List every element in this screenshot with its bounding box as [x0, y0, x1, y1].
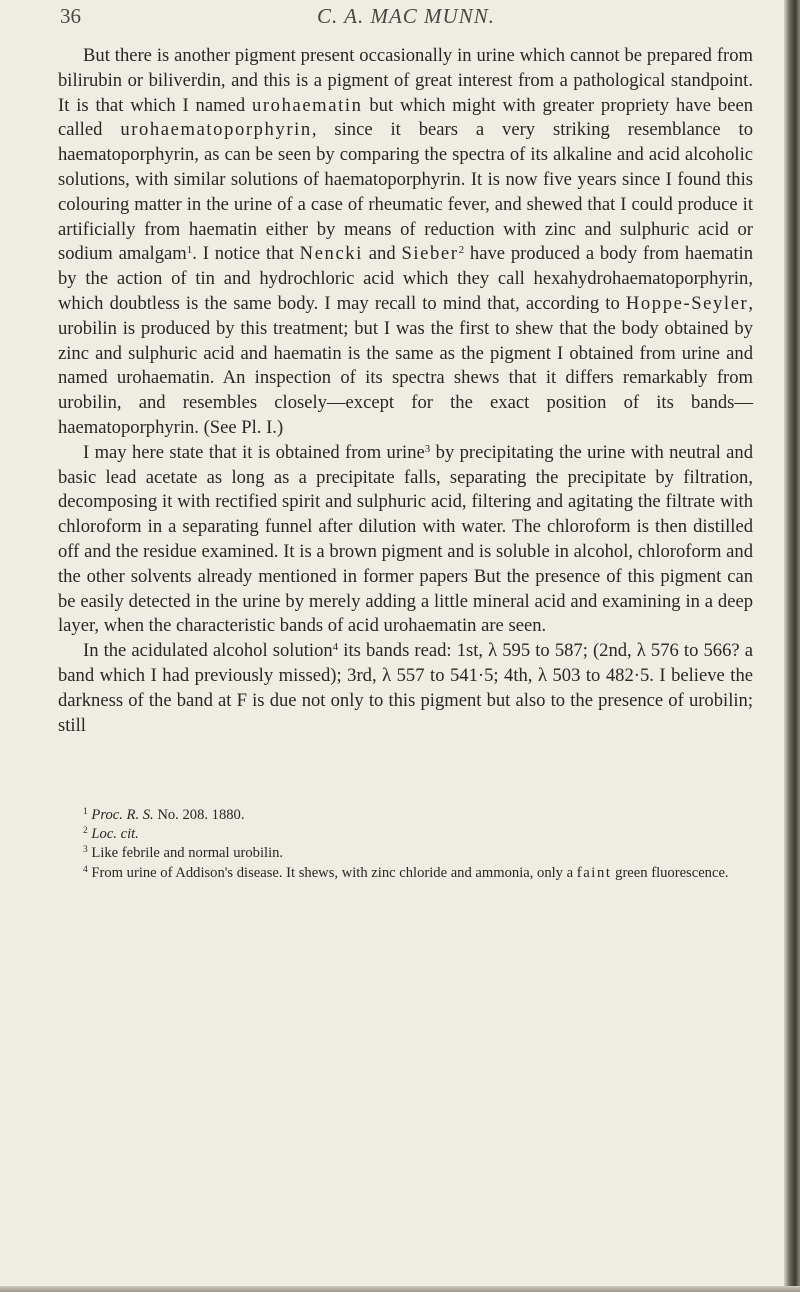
- text-run: No. 208. 1880.: [153, 807, 245, 823]
- text-run: Hoppe-Seyler: [625, 292, 749, 314]
- footnote-marker: 2: [458, 244, 465, 257]
- text-run: Like febrile and normal urobilin.: [87, 845, 284, 862]
- text-run: Sieber: [401, 243, 459, 265]
- text-run: urohaematoporphyrin: [120, 119, 312, 141]
- paragraph: [58, 44, 753, 441]
- text-run: by precipitating the urine with neutral and basic lead acetate as long as a precipitate falls, separating the precipitate by filtration, decomposing it with rectified spirit and sulphuric acid, filtering and agitating the filtrate with chloroform in a separating funnel after dilution with water. The chloroform is then distilled off and the residue examined. It is a brown pigment and is soluble in alcohol, chloroform and the other solvents already mentioned in former papers But the presence of this pigment can be easily detected in the urine by merely adding a little mineral acid and examining in a deep layer, when the characteristic bands of acid urohaematin are seen.: [58, 441, 753, 637]
- text-run: , since it bears a very striking resemblance to haematoporphyrin, as can be seen by comparing the spectra of its alkaline and acid alcoholic solutions, with similar solutions of haematoporphyrin. It is now five years since I found this colouring matter in the urine of a case of rheumatic fever, and shewed that I could produce it artificially from haematin either by means of reduction with zinc and sulphuric acid or sodium amalgam: [58, 119, 753, 265]
- footnote: [58, 806, 753, 825]
- text-run: Proc. R. S.: [91, 807, 154, 823]
- footnote-marker: 3: [424, 442, 431, 455]
- footnote-marker: 1: [83, 807, 88, 817]
- page-bottom-edge: [0, 1286, 800, 1292]
- footnote: [58, 864, 753, 883]
- paragraph: [58, 441, 753, 639]
- text-run: faint: [576, 864, 612, 881]
- body-text: [58, 44, 753, 738]
- footnote-marker: 1: [186, 244, 193, 257]
- footnote-marker: 3: [83, 845, 88, 856]
- text-run: I may here state that it is obtained from urine: [83, 441, 425, 463]
- text-run: From urine of Addison's disease. It shews, with zinc chloride and ammonia, only a: [87, 864, 577, 881]
- text-run: and: [362, 243, 402, 265]
- footnote: [58, 825, 753, 844]
- running-head: C. A. MAC MUNN.: [317, 4, 495, 28]
- text-run: urohaematin: [251, 94, 363, 116]
- footnote-marker: 4: [83, 864, 88, 875]
- text-run: Nencki: [299, 243, 363, 265]
- text-run: , urobilin is produced by this treatment; but I was the first to shew that the body obtained by zinc and sulphuric acid and haematin is the same as the pigment I obtained from urine and named urohaematin. An inspection of its spectra shews that it differs remarkably from urobilin, and resembles closely—except for the exact position of its bands—haematoporphyrin. (See Pl. I.): [58, 292, 753, 438]
- paragraph: [58, 639, 753, 738]
- footnote: [58, 844, 753, 863]
- text-run: but which might with greater propriety have been called: [58, 94, 753, 141]
- page-edge-shadow: [784, 0, 800, 1292]
- footnotes: [58, 806, 753, 883]
- text-run: Loc. cit.: [91, 826, 139, 843]
- footnote-marker: 4: [332, 641, 339, 654]
- text-run: But there is another pigment present occasionally in urine which cannot be prepared from bilirubin or biliverdin, and this is a pigment of great interest from a pathological standpoint. It is that which I named: [58, 45, 753, 116]
- text-run: In the acidulated alcohol solution: [83, 640, 333, 662]
- page-header: [60, 4, 752, 38]
- text-run: . I notice that: [192, 243, 300, 265]
- footnote-marker: 2: [83, 826, 88, 837]
- text-run: green fluorescence.: [611, 864, 729, 881]
- text-run: have produced a body from haematin by the action of tin and hydrochloric acid which they call hexahydrohaematoporphyrin, which doubtless is the same body. I may recall to mind that, according to: [58, 243, 754, 314]
- text-run: its bands read: 1st, λ 595 to 587; (2nd, λ 576 to 566? a band which I had previously missed); 3rd, λ 557 to 541·5; 4th, λ 503 to 482·5. I believe the darkness of the band at F is due not only to this pigment but also to the presence of urobilin; still: [58, 640, 753, 736]
- page-number: 36: [60, 4, 81, 28]
